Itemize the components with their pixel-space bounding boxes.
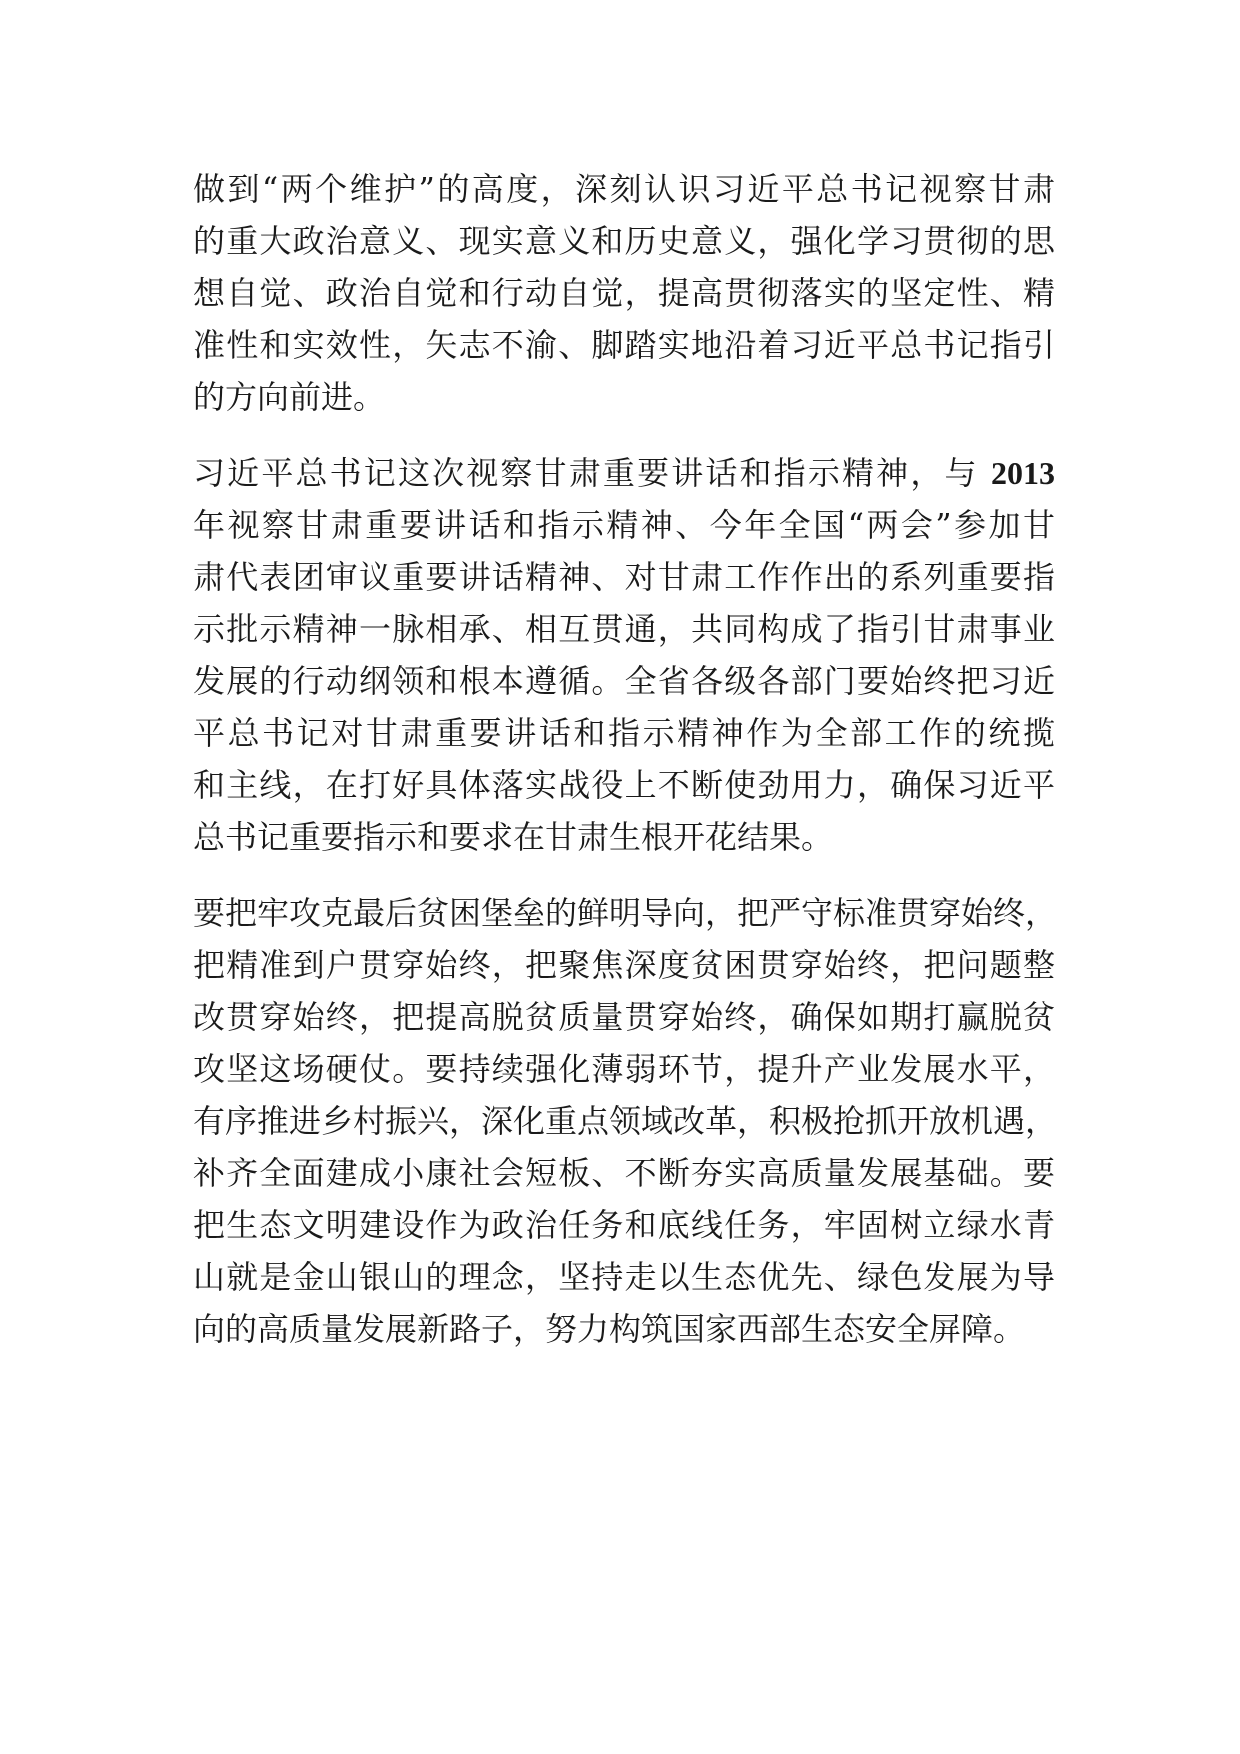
- text-line: 准性和实效性，矢志不渝、脚踏实地沿着习近平总书记指引: [193, 326, 1055, 364]
- year-number: 2013: [991, 455, 1055, 491]
- text-line: 做到“两个维护”的高度，深刻认识习近平总书记视察甘肃: [193, 170, 1055, 208]
- text-line: 年视察甘肃重要讲话和指示精神、今年全国“两会”参加甘: [193, 506, 1055, 544]
- paragraph-3: [193, 887, 1058, 1355]
- text-line: 肃代表团审议重要讲话精神、对甘肃工作作出的系列重要指: [193, 558, 1055, 596]
- text-line: 把生态文明建设作为政治任务和底线任务，牢固树立绿水青: [193, 1206, 1055, 1244]
- text-line: 总书记重要指示和要求在甘肃生根开花结果。: [193, 818, 834, 856]
- text-line: 攻坚这场硬仗。要持续强化薄弱环节，提升产业发展水平，: [193, 1050, 1055, 1088]
- document-body: [193, 163, 1058, 1379]
- text-line: 把精准到户贯穿始终，把聚焦深度贫困贯穿始终，把问题整: [193, 946, 1055, 984]
- text-line: 想自觉、政治自觉和行动自觉，提高贯彻落实的坚定性、精: [193, 274, 1055, 312]
- text-line: 的重大政治意义、现实意义和历史意义，强化学习贯彻的思: [193, 222, 1055, 260]
- text-line: [193, 447, 1055, 499]
- text-line: 改贯穿始终，把提高脱贫质量贯穿始终，确保如期打赢脱贫: [193, 998, 1055, 1036]
- text-line: 和主线，在打好具体落实战役上不断使劲用力，确保习近平: [193, 766, 1055, 804]
- text-segment: 习近平总书记这次视察甘肃重要讲话和指示精神，与: [193, 454, 979, 492]
- paragraph-1: [193, 163, 1055, 423]
- text-line: 发展的行动纲领和根本遵循。全省各级各部门要始终把习近: [193, 662, 1055, 700]
- paragraph-2: [193, 447, 1055, 863]
- text-line: 向的高质量发展新路子，努力构筑国家西部生态安全屏障。: [193, 1310, 1026, 1348]
- text-line: 有序推进乡村振兴，深化重点领域改革，积极抢抓开放机遇，: [193, 1102, 1058, 1140]
- text-line: 示批示精神一脉相承、相互贯通，共同构成了指引甘肃事业: [193, 610, 1055, 648]
- text-line: 要把牢攻克最后贫困堡垒的鲜明导向，把严守标准贯穿始终，: [193, 894, 1058, 932]
- text-line: 平总书记对甘肃重要讲话和指示精神作为全部工作的统揽: [193, 714, 1055, 752]
- text-line: 的方向前进。: [193, 378, 386, 416]
- text-line: 山就是金山银山的理念，坚持走以生态优先、绿色发展为导: [193, 1258, 1055, 1296]
- text-line: 补齐全面建成小康社会短板、不断夯实高质量发展基础。要: [193, 1154, 1055, 1192]
